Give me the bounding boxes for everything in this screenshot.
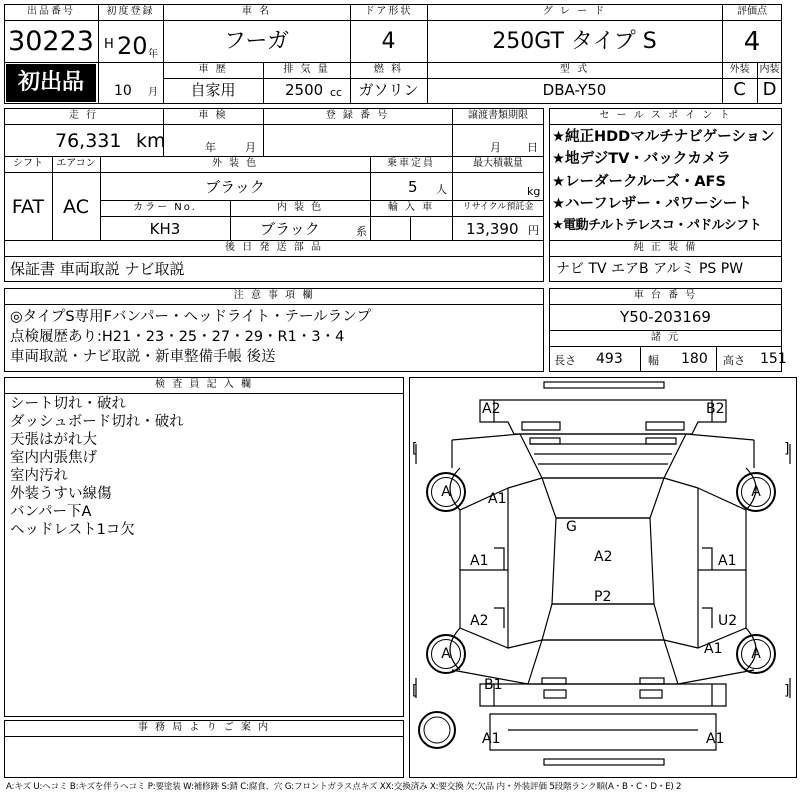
mark-rear-bumper-left: A1 [482,731,501,747]
doors-label: ドア形状 [364,6,413,17]
displacement: 2500 [285,81,324,99]
transfer-label: 譲渡書類期限 [468,110,528,121]
mark-rear-quarter-left: B1 [484,677,503,693]
model: DBA-Y50 [542,81,607,99]
wheel-rear-left: A [426,634,466,674]
mileage-label: 走 行 [68,110,99,121]
chassis-number: Y50-203169 [620,308,711,326]
height-label: 高さ [723,354,745,367]
wheel-front-right: A [736,472,776,512]
color: ブラック [205,178,265,196]
grade-label: グ レ ー ド [542,6,607,17]
dims-label: 諸 元 [650,332,681,343]
equipment-label: 純 正 装 備 [633,242,698,253]
mark-rear-door-left: A2 [470,613,489,629]
inspector-label: 検 査 員 記 入 欄 [155,379,253,390]
reg-number-label: 登 録 番 号 [325,110,390,121]
ext-grade: C [733,79,746,100]
recycle-unit: 円 [528,224,539,237]
bracket-right-top: ] [784,441,790,457]
bracket-right-bottom: ] [784,683,790,699]
later-parts-label: 後 日 発 送 部 品 [225,242,323,253]
insp-year-unit: 年 [205,141,216,154]
bracket-left-bottom: [ [412,683,418,699]
mileage: 76,331 [55,130,122,152]
import-label: 輸 入 車 [387,202,435,213]
load-label: 最大積載量 [473,158,523,169]
first-listing-badge: 初出品 [6,64,96,102]
int-color-unit: 系 [356,225,367,238]
reg-month: 10 [114,83,132,99]
shift-label: シフト [13,158,43,169]
inspector-line-7: バンパー下A [10,504,92,520]
ac: AC [63,196,89,218]
insp-month-unit: 月 [245,141,256,154]
wheel-front-left: A [426,472,466,512]
sales-point-2: ★地デジTV・バックカメラ [552,151,731,167]
capacity-label: 乗車定員 [387,158,435,169]
inspector-line-3: 天張はがれ大 [10,432,97,448]
length-label: 長さ [554,354,576,367]
lot-label: 出品番号 [27,6,75,17]
mark-front-right-bumper: B2 [706,401,725,417]
first-reg-label: 初度登録 [106,6,155,17]
history: 自家用 [190,81,236,99]
month-unit: 月 [148,87,158,98]
color-no: KH3 [149,220,181,238]
mark-front-door-left: A1 [470,553,489,569]
notes-label: 注 意 事 項 欄 [233,290,315,301]
sales-point-1: ★純正HDDマルチナビゲーション [552,129,775,145]
mark-left-fender: A1 [488,491,507,507]
sales-points-label: セ ー ル ス ポ イ ン ト [599,110,732,121]
car-name: フーガ [224,29,289,54]
inspector-line-1: シート切れ・破れ [10,396,126,412]
capacity: 5 [408,178,418,196]
chassis-label: 車 台 番 号 [633,290,698,301]
mark-rear-bumper-right: A1 [706,731,725,747]
later-parts: 保証書 車両取説 ナビ取説 [10,260,185,278]
length: 493 [596,351,623,367]
mark-rear-quarter-right: A1 [704,641,723,657]
mark-front-door-right: A1 [718,553,737,569]
int-color: ブラック [260,220,320,238]
rating-label: 評価点 [737,6,767,17]
history-label: 車 歴 [198,64,228,75]
capacity-unit: 人 [436,183,447,196]
ac-label: エアコン [56,158,96,169]
inspector-line-5: 室内汚れ [10,468,68,484]
legend: A:キズ U:ヘコミ B:キズを伴うヘコミ P:要塗装 W:補修跡 S:錆 C:腐食、穴 G:フロントガラス点キズ XX:交換済み X:要交換 欠:欠品 内・外装評価 5段階ランク順(A・B・C・D・E) 2 [6,782,682,792]
shift: FAT [11,196,45,218]
wheel-rear-right: A [736,634,776,674]
mark-rear-glass: P2 [594,589,612,605]
inspector-line-2: ダッシュボード切れ・破れ [10,414,184,430]
sales-point-3: ★レーダークルーズ・AFS [552,174,726,190]
lot-number: 30223 [8,26,94,57]
era: H [104,37,114,52]
inspector-line-6: 外装うすい線傷 [10,486,112,502]
car-outline [410,378,796,777]
note-line-3: 車両取説・ナビ取説・新車整備手帳 後送 [10,349,276,365]
inspector-line-4: 室内内張焦げ [10,450,97,466]
mark-front-left-bumper: A2 [482,401,501,417]
width-label: 幅 [648,354,659,367]
displacement-unit: cc [330,86,343,99]
doors: 4 [381,29,396,54]
recycle: 13,390 [466,220,519,238]
mark-rear-door-right: U2 [718,613,738,629]
fuel: ガソリン [358,81,419,99]
load-unit: kg [527,185,541,198]
width: 180 [681,351,708,367]
transfer-day-unit: 日 [527,141,538,154]
bracket-left-top: [ [412,441,418,457]
ext-label: 外装 [729,64,750,75]
displacement-label: 排 気 量 [283,64,330,75]
car-name-label: 車 名 [241,6,272,17]
mileage-unit: km [136,130,166,152]
mark-windshield: G [566,519,577,535]
int-label: 内装 [759,64,780,75]
color-label: 外 装 色 [211,158,259,169]
sales-point-4: ★ハーフレザー・パワーシート [552,196,752,212]
office-label: 事 務 局 よ り ご 案 内 [137,722,271,733]
note-line-1: ◎タイプS専用Fバンパー・ヘッドライト・テールランプ [10,309,372,325]
int-color-label: 内 装 色 [276,202,324,213]
mark-roof: A2 [594,549,613,565]
rating: 4 [743,27,761,57]
inspection-label: 車 検 [198,110,228,121]
recycle-label: リサイクル預託金 [462,202,534,212]
note-line-2: 点検履歴あり:H21・23・25・27・29・R1・3・4 [10,329,345,345]
int-grade: D [762,79,777,100]
equipment: ナビ TV エアB アルミ PS PW [556,261,744,277]
inspector-line-8: ヘッドレスト1コ欠 [10,522,135,538]
transfer-month-unit: 月 [490,141,501,154]
color-no-label: カラー No. [133,202,197,213]
reg-year: 20 [117,32,148,60]
model-label: 型 式 [559,64,590,75]
sales-point-5: ★電動チルトテレスコ・パドルシフト [552,218,762,233]
grade: 250GT タイプ S [492,29,657,54]
height: 151 [760,351,787,367]
fuel-label: 燃 料 [373,64,404,75]
year-unit: 年 [148,49,158,60]
damage-diagram [409,377,797,778]
